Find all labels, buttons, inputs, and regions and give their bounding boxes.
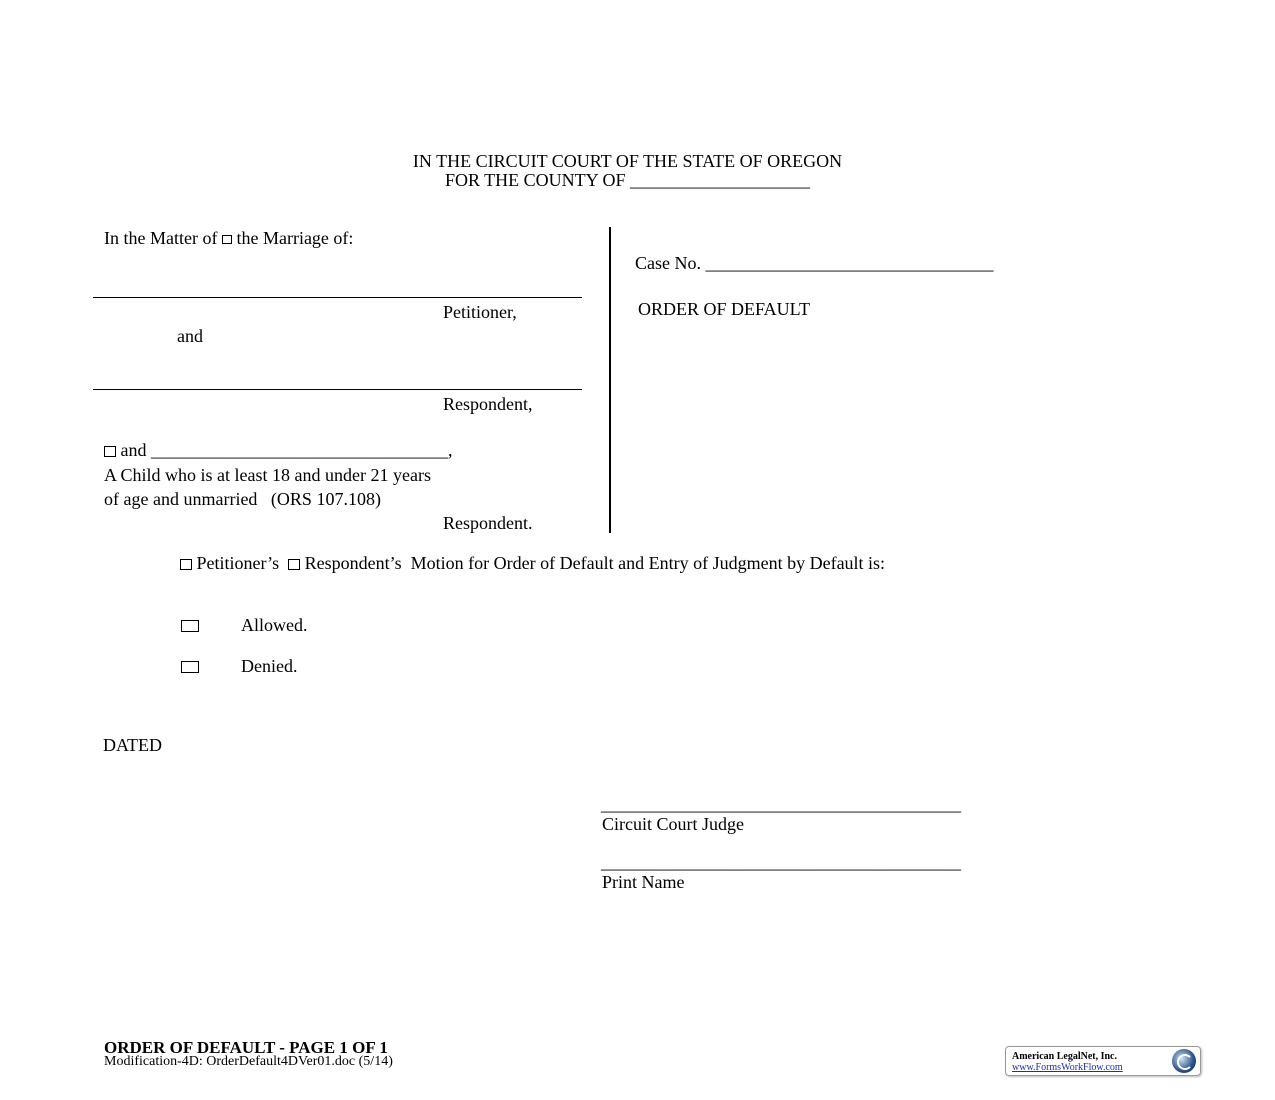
footer-file: Modification-4D: OrderDefault4DVer01.doc (5/14) [104,1054,393,1069]
american-legalnet-logo[interactable] [1005,1046,1201,1076]
denied-checkbox[interactable] [181,661,199,673]
child-description-2: of age and unmarried (ORS 107.108) [104,489,381,509]
dated-label: DATED [103,735,162,755]
denied-row [181,657,199,675]
child-checkbox[interactable] [104,446,116,457]
footer-title: ORDER OF DEFAULT - PAGE 1 OF 1 [104,1038,388,1057]
denied-label: Denied. [241,656,298,676]
county-heading: FOR THE COUNTY OF ____________________ [444,170,811,190]
logo-url[interactable]: www.FormsWorkFlow.com [1012,1062,1123,1073]
respondent-label: Respondent, [443,394,533,414]
respondent-option: Respondent’s [304,553,402,573]
logo-company: American LegalNet, Inc. [1012,1051,1117,1062]
matter-prefix: In the Matter of [104,228,218,248]
print-name-label: Print Name [602,872,685,892]
child-line [104,441,453,459]
globe-icon [1172,1049,1196,1073]
matter-line [104,229,353,247]
petitioner-name-line [93,297,582,298]
allowed-row [181,616,199,634]
and-label: and [177,326,203,346]
petitioner-option: Petitioner’s [196,553,280,573]
motion-line [180,554,885,572]
motion-text: Motion for Order of Default and Entry of Judgment by Default is: [410,553,886,573]
judge-signature-line: ________________________________________ [601,794,961,814]
matter-suffix: the Marriage of: [236,228,354,248]
court-heading: IN THE CIRCUIT COURT OF THE STATE OF OREGON [412,151,843,171]
respondent2-label: Respondent. [443,513,533,533]
judge-label: Circuit Court Judge [602,814,744,834]
caption-divider [609,227,611,533]
respondent-checkbox[interactable] [288,559,300,570]
document-title: ORDER OF DEFAULT [638,299,811,319]
case-number: Case No. ________________________________ [635,253,994,273]
child-description-1: A Child who is at least 18 and under 21 years [104,465,431,485]
allowed-label: Allowed. [241,615,308,635]
marriage-checkbox[interactable] [222,235,232,244]
allowed-checkbox[interactable] [181,620,199,632]
petitioner-checkbox[interactable] [180,559,192,570]
print-name-line: ________________________________________ [601,852,961,872]
child-and-text: and _________________________________, [120,440,453,460]
petitioner-label: Petitioner, [443,302,517,322]
respondent-name-line [93,389,582,390]
